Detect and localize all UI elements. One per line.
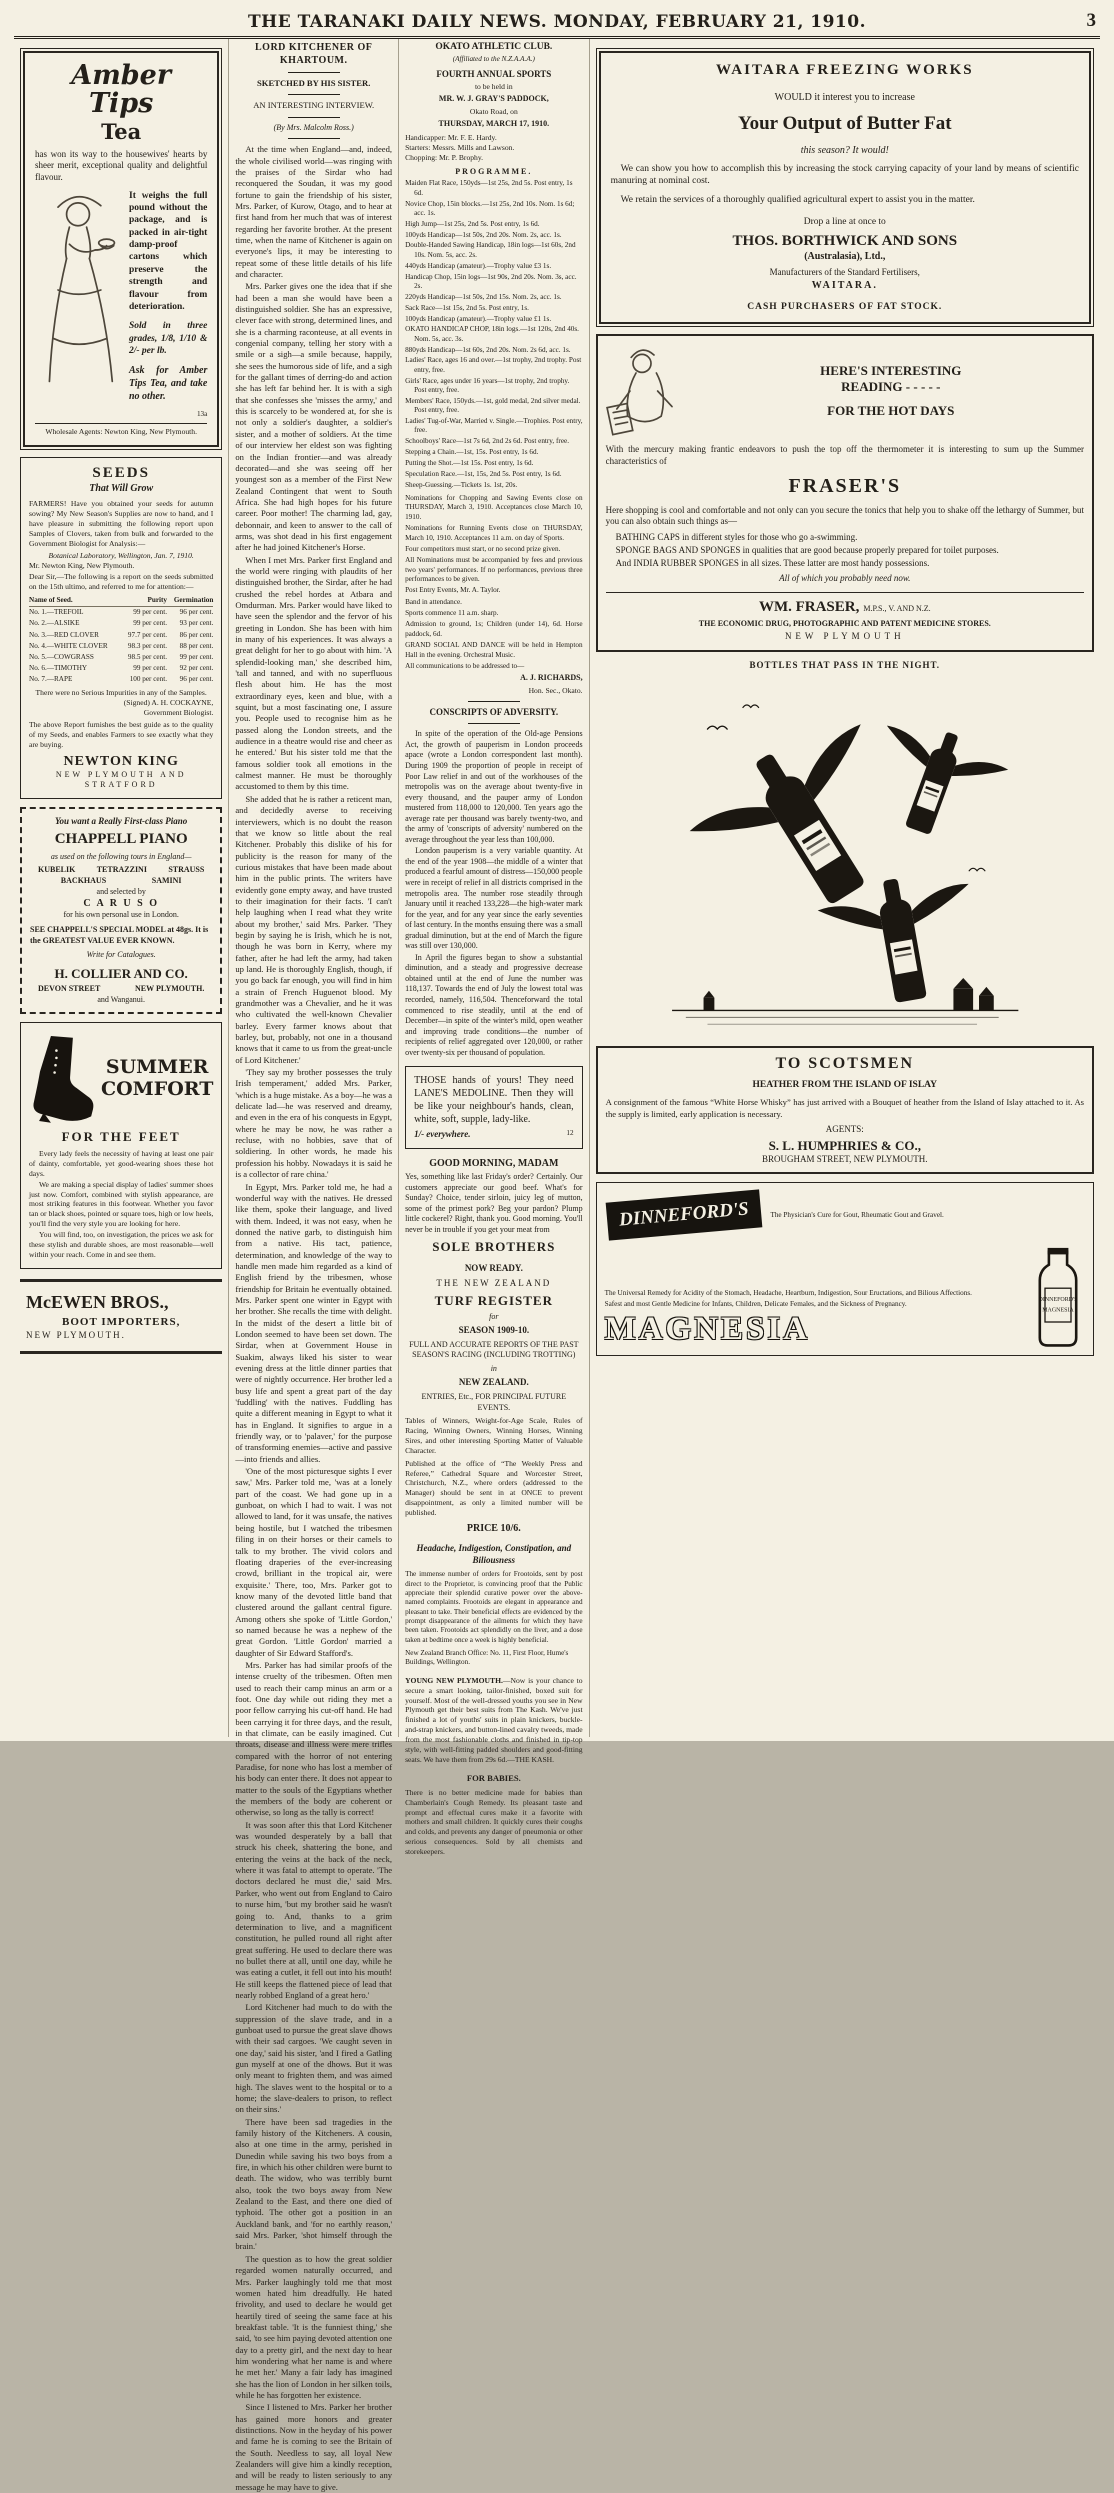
article-body [235,144,392,2493]
article-paragraph: At the time when England—and, indeed, the whole civilised world—was ringing with the praises of the Sirdar who had reconquered the Soudan, it was my good fortune to gain the friendship of his sister, Mrs. Parker, of Kurow, Otago, and to hear at first hand from her much that was of interest regarding her favorite brother. At the present time, when the name of Kitchener is again on everyone's lips, it may be interesting to repeat some of these little details of his life and character. [235,144,393,280]
ad-title-2: COMFORT [101,1078,214,1101]
ad-lead: THOSE hands of yours! They need LANE'S MEDOLINE. Then they will be like your neighbour's hands, clean, white, soft, supple, lady-like. [414,1075,574,1126]
notice-body: The immense number of orders for Frootoids, sent by post direct to the Proprietor, is convincing proof that the Public appreciate their splendid curative power over the above-named complaints. Frootoids are elegant in appearance and pleasant to take. Their beneficial effects are evidenced by the prompt disappearance of the ailments for which they have been taken. Frootoids act splendidly on the liver, and a dose taken at bedtime once a week is highly beneficial. [405,1570,583,1644]
now-ready-line: NOW READY. [464,1263,523,1274]
ad-title: TO SCOTSMEN [775,1054,915,1072]
notes-list [405,494,583,671]
ad-title: Amber Tips [71,60,172,120]
table-row: No. 6.—TIMOTHY 99 per cent. 92 per cent. [29,664,214,673]
programme-item: Maiden Flat Race, 150yds—1st 25s, 2nd 5s. Post entry, 1s 6d. [405,179,573,197]
venue-line: THURSDAY, MARCH 17, 1910. [438,118,550,128]
venue-line: MR. W. J. GRAY'S PADDOCK, [438,94,549,104]
ad-body: Here shopping is cool and comfortable and not only can you secure the tonics that help you to shake off the lethargy of Summer, but you can also obtain such things as— [605,504,1084,527]
entries-line: ENTRIES, Etc., FOR PRINCIPAL FUTURE EVENTS. [421,1392,567,1412]
article-paragraph: Mrs. Parker has had similar proofs of the intense cruelty of the tribesmen. Often men used to reach their camp minus an arm or a foot. One day while out riding they met a poor fellow carrying his cut-off hand. He had been carrying it for three days, and the result, in that climate, can be easily imagined. Cut throats, disease and illness were mere trifles compared with the horror of not entering Paradise, for none who has lost a member of his body can enter there. It does not appear to matter to the souls of the Egyptians whether the members of the body are coherent or otherwise, so long as the tally is correct! [235,1659,393,1818]
article-paragraph: Mrs. Parker gives one the idea that if she had been a man she would have been a distinguished soldier. She has an expressive, clever face with strong, determined lines, and she is a charming raconteuse, at all events in congenial company, telling her story with a smile or a sigh—a smile because, happily, she sees the humorous side of life, and a sigh for the gallant times of derring-do and action she has left far behind her. It is with a sigh that she confesses she 'misses the army,' and this is scarcely to be wondered at, for she is not only a soldier's daughter, a soldier's sister, and a mother of soldiers. At the time of our interview her eldest son was fighting on the Indian frontier—and was already decorated—and she was seeing off her youngest son as a member of the First New Zealand Contingent that went to South Africa. She had high hopes for his future career. Poor mother! The charming lad, gay, debonnair, and keen to answer to the call of arms, was shot dead in his first engagement after he had joined Kitchener's Horse. [235,281,393,553]
dinnefords-magnesia-ad [596,1182,1094,1356]
secretary-title: Hon. Sec., Okato. [528,685,583,695]
masthead-title: THE TARANAKI DAILY NEWS. MONDAY, FEBRUARY 21, 1910. [247,12,867,32]
ad-head-line: FOR THE HOT DAYS [827,403,955,419]
programme-item: Ladies' Race, ages 16 and over.—1st trophy, 2nd trophy. Post entry, free. [405,356,582,374]
price-line: PRICE 10/6. [466,1522,521,1534]
artist-names-row [38,876,204,885]
programme-item: Girls' Race, ages under 16 years—1st trophy, 2nd trophy. Post entry, free. [405,376,570,395]
article-paragraph: Lord Kitchener had much to do with the suppression of the slave trade, and in a gunboat used to pursue the great slave dhows with their sad cargoes. 'We caught seven in one day,' said his sister, 'and I fired a Gatling gun myself at one of the dhows. But it was only meant to frighten them, and was aimed high. The slaves went to the hospital or to a home; the slave-dealers to prison, to reflect on their sins.' [235,2002,393,2115]
chemist-name: WM. FRASER, [758,598,860,615]
programme-item: Sheep-Guessing.—Tickets 1s. 1st, 20s. [405,480,518,489]
artist-name: SAMINI [151,875,182,885]
place-line: NEW PLYMOUTH [784,631,905,642]
programme-item: High Jump—1st 25s, 2nd 5s. Post entry, 1s 6d. [405,219,540,228]
ad-subtitle: HEATHER FROM THE ISLAND OF ISLAY [752,1079,938,1090]
published-line: Published at the office of “The Weekly Press and Referee,” Cathedral Square and Worcester Street, Christchurch, N.Z., where orders (addressed to the Manager) should be sent in at ONCE to prevent disappointment, as only a limited number will be published. [405,1458,583,1517]
amber-tips-tea-ad [23,51,219,447]
article-byline: (By Mrs. Malcolm Ross.) [273,122,354,132]
article-paragraph: The question as to how the great soldier regarded women naturally occurred, and Mrs. Parker laughingly told me that most women hated him dreadfully. He hated frivolity, and used to declare he would get heartily tired of seeing the same face at his breakfast table. 'It is the funniest thing,' she said, 'to see him paying devoted attention one day to a pretty girl, and the next day to hear him wondering what her name is and where he met her.' Many a fair lady has imagined she has the lion of London in her silken toils, while he has forgotten her existence. [235,2253,393,2400]
dealer-name: H. COLLIER AND CO. [54,965,188,981]
ad-intro: With the mercury making frantic endeavors to push the top off the thermometer it is interesting to sum up the Summer characteristics of [605,444,1084,467]
write-line: Write for Catalogues. [86,950,156,960]
masthead [14,6,1100,39]
artist-name: BACKHAUS [60,875,107,885]
caruso-name: C A R U S O [83,898,159,910]
ad-title: GOOD MORNING, MADAM [429,1157,559,1169]
for-word: for [489,1311,499,1321]
notice-line: Band in attendance. [405,597,462,606]
article-subhead: SKETCHED BY HIS SISTER. [257,78,371,88]
caruso-line: for his own personal use in London. [63,910,179,920]
branch-office-line: New Zealand Branch Office: No. 11, First Floor, Hume's Buildings, Wellington. [405,1649,569,1667]
ad-code: 13a [196,410,208,419]
column-notices [398,39,589,1857]
summer-comfort-shoes-ad [20,1022,222,1268]
contents-line: Tables of Winners, Weight-for-Age Scale, Rules of Racing, Winning Owners, Winning Horses, Winning Sires, and other interesting Sporting Matter of Valuable Character. [405,1416,583,1455]
notice-line: Sports commence 11 a.m. sharp. [405,609,499,618]
ad-title: SEEDS [92,465,150,482]
bottle-label-line: MAGNESIA [1042,1307,1074,1314]
affiliation-line: (Affiliated to the N.Z.A.A.A.) [452,55,535,64]
article-paragraph: When I met Mrs. Parker first England and the world were ringing with plaudits of her distinguished brother, the Sirdar, after he had crushed the rebel hordes at Atbara and Omdurman. Mrs. Parker would have liked to have seen the splendor and the fervor of his greeting in London. She has been with him in many of his experiences. It was always a great delight for her to go about with him. 'A splendid-looking man,' she described him, 'tall and tanned, and with no superfluous flesh about him. He has the most extraordinary eyes, keen and blue, with a squint, but a most fascinating one, I assure you. People used to recognise him as he passed along the London streets, and the audience in a theatre would rise and cheer as he entered.' But his sister told me that the famous soldier took all emotions in the calmest manner. He must be thoroughly accustomed to them by this time. [235,554,393,792]
programme-item: 100yds Handicap—1st 50s, 2nd 20s. Nom. 2s, acc. 1s. [405,230,562,239]
brand-banner: DINNEFORD'S [605,1190,762,1241]
in-word: in [490,1363,497,1373]
column-header: Germination [167,595,213,607]
ad-claim-right: The Physician's Cure for Gout, Rheumatic Gout and Gravel. [770,1210,944,1219]
article-paragraph: In Egypt, Mrs. Parker told me, he had a wonderful way with the natives. He dressed like them, spoke their language, and lived with them. Indeed, it was not easy, when he donned the native garb, to distinguish him from a native. His tact, patience, determination, and knowledge of the way to handle men made him regarded as a kind of English friend by the tribesmen, whose friendship for Britain he eventually obtained. Mrs. Parker spent one winter in Egypt with her brother. She recalls the time with delight. In the midst of the desert a little bit of London seemed to have been set down. The Sirdar, when at Government House in Suakim, always liked his sister to wear evening dress at the little dinner parties that were of nightly occurrence. Her brother led a busy life and spent a great part of the day 'fuddling' with the natives. Fuddling has quite a different meaning in Egypt to what it has in England. It signifies to argue in a friendly way, or to 'palaver,' for the purpose of transforming enemies—active and passive—into friends and allies. [235,1181,393,1464]
ad-body: A consignment of the famous “White Horse Whisky” has just arrived with a Bouquet of heather from the Island of Islay attached to it. As the supply is limited, early application is necessary. [605,1097,1084,1119]
programme-item: 220yds Handicap—1st 50s, 2nd 15s. Nom. 2s, acc. 1s. [405,292,562,301]
ad-title: WAITARA FREEZING WORKS [715,62,974,78]
programme-item: Members' Race, 150yds.—1st, gold medal, 2nd silver medal. Post entry, free. [405,396,581,415]
programme-item: Novice Chop, 15in blocks.—1st 25s, 2nd 10s. Nom. 1s 6d; acc. 1s. [405,199,575,217]
special-model-line: SEE CHAPPELL'S SPECIAL MODEL at 48gs. It is the GREATEST VALUE EVER KNOWN. [30,925,209,945]
rule-divider [468,701,520,702]
signature: (Signed) A. H. COCKAYNE, [123,698,214,708]
event-title: FOURTH ANNUAL SPORTS [436,68,552,79]
notice-line: Nominations for Running Events close on THURSDAY, March 10, 1910. Acceptances 11 a.m. on day of Sports. [405,524,583,542]
programme-item: Schoolboys' Race—1st 7s 6d, 2nd 2s 6d. Post entry, free. [405,437,569,446]
flying-bottles-illustration [596,674,1094,1038]
frasers-ad [596,334,1094,652]
ad-paragraph: You will find, too, on investigation, the prices we ask for these stylish and durable shoes, are most reasonable—well within your reach. Come in and see them. [29,1230,214,1259]
notice-line: GRAND SOCIAL AND DANCE will be held in Hempton Hall in the evening. Orchestral Music. [405,641,583,659]
publication-title: TURF REGISTER [434,1292,553,1308]
programme-item: 440yds Handicap (amateur).—Trophy value £3 1s. [405,261,552,270]
rule-divider [468,723,520,724]
article-subhead-2: AN INTERESTING INTERVIEW. [253,100,375,111]
letter-opening: Dear Sir,—The following is a report on the seeds submitted on the 15th ultimo, and referred to me for attention:— [29,572,214,592]
programme-item: Ladies' Tug-of-War, Married v. Single.—Trophies. Post entry, free. [405,417,583,435]
columns [14,39,1100,2492]
ad-paragraph: We can show you how to accomplish this by increasing the stock carrying capacity of your land by means of scientific manuring at nominal cost. [610,164,1079,187]
programme-item: Handicap Chop, 15in logs—1st 90s, 2nd 20s. Nom. 3s, acc. 2s. [405,272,577,290]
programme-item: OKATO HANDICAP CHOP, 18in logs.—1st 120s, 2nd 40s. Nom. 5s, acc. 3s. [405,325,579,343]
boot-illustration [29,1030,93,1126]
venue-line: Okato Road, on [469,106,518,116]
programme-item: 100yds Handicap (amateur).—Trophy value £1 1s. [405,314,552,323]
notice-line: Admission to ground, 1s; Children (under 14), 6d. Horse paddock, 6d. [405,620,583,638]
ad-agents: Wholesale Agents: Newton King, New Plymouth. [35,423,207,437]
article-paragraph: Since I listened to Mrs. Parker her brother has gained more honors and greater distinctions. Now in the heyday of his power and fame he is coming to see the Britain of the South. Needless to say, all loyal New Zealanders will give him a kindly reception, and will be ready to listen seriously to any message he may have to give. [235,2402,393,2492]
ad-title: CHAPPELL PIANO [54,831,188,848]
ad-line: WOULD it interest you to increase [774,92,915,103]
illustration-caption: BOTTLES THAT PASS IN THE NIGHT. [749,660,941,671]
place-line: WAITARA. [811,280,878,292]
waitara-freezing-works-ad [599,51,1091,324]
merchant-name: NEWTON KING [63,753,179,769]
for-babies-notice [405,1773,583,1857]
tea-lady-illustration [35,190,121,390]
article-paragraph: She added that he is rather a reticent man, and decidedly averse to receiving interviewers, which is no doubt the reason that we know so little about the real Kitchener. Probably this dislike of his for publicity is the reason for many of the curious mistakes that have been made about him in the public prints. The writers have evidently gone empty away, and have trusted to their imagination for their facts. 'I can't help laughing when I read what they write about my brother,' said Mrs. Parker. 'They begin by saying he is Irish, which he is not, though he was born in Kerry, where my father, after he had left the army, had taken up land. He is thoroughly English, though, if you go back far enough, you will find in him a strain of French Huguenot blood. My grandmother was a Chevalier, and he it was who cultivated the well-known Chevalier barley. Every farmer knows about that barley, but, probably, not one in a thousand knows that it came to us from the great-uncle of Lord Kitchener.' [235,793,393,1065]
ad-big-line: Your Output of Butter Fat [737,113,952,134]
product-name: MAGNESIA [604,1311,811,1348]
article-paragraph: In April the figures began to show a substantial diminution, and a steady and progressive decrease obtained until at the end of June the number was 118,137. Towards the end of July the lowest total was recorded, namely, 116,504. Thenceforward the total commenced to rise steadily, until at the end of December—in spite of the winter's mild, open weather and improving trade conditions—the number of recipients of relief aggregated over 120,000, or rather over twenty-six per thousand of population. [405,952,583,1057]
signature-title: Government Biologist. [143,708,214,718]
programme-item: Speculation Race.—1st, 15s, 2nd 5s. Post entry, 1s 6d. [405,469,562,478]
official-line: Chopping: Mr. P. Brophy. [405,152,484,162]
programme-item: Stepping a Chain.—1st, 15s. Post entry, 1s 6d. [405,448,539,457]
rule-divider [288,117,340,118]
seeds-newton-king-ad [20,457,222,798]
impurities-line: There were no Serious Impurities in any of the Samples. [35,688,207,698]
notice-body: —Now is your chance to secure a smart looking, tailor-finished, boxed suit for yourself. Most of the well-dressed youths you see in New Plymouth get their best suits from The Kash. We've just finished a lot of youths' suits in plain knickers, buckle-and-strap knickers, and button-lined cavalry tweeds, made from the most fashionable cloths and finished in tip-top style, with well-fitting padded shoulders and good-fitting seats. We have them from 29s 6d.—THE KASH. [405,1675,583,1764]
notice-title: OKATO ATHLETIC CLUB. [435,42,553,52]
notice-heading: Headache, Indigestion, Constipation, and Biliousness [416,1542,572,1565]
agent-address: BROUGHAM STREET, NEW PLYMOUTH. [762,1153,928,1164]
venue-line: to be held in [474,82,513,92]
ad-body: It weighs the full pound without the package, and is packed in air-tight damp-proof cartons which preserve the strength and flavour from deterioration. [129,190,208,312]
dealer-town: NEW PLYMOUTH. [135,983,205,993]
conscripts-headline: CONSCRIPTS OF ADVERSITY. [429,706,559,717]
seed-analysis-table [29,595,213,685]
article-paragraph: There have been sad tragedies in the family history of the Kitcheners. A cousin, also at one time in the army, perished in Dunedin while saving his two boys from a fire, in which his other children were burnt to death. The widow, who was terribly burnt also, took the two boys away from New Zealand to the East, and there one died of typhoid. The other got a position in an Auckland bank, and 'for no earthly reason,' said Mrs. Parker, 'shot himself through the brain.' [235,2116,393,2252]
ad-claim-right-2: Safest and most Gentle Medicine for Infants, Children, Delicate Females, and the Sickness of Pregnancy. [604,1299,907,1308]
good-morning-madam-ad [405,1157,583,1255]
table-row: No. 7.—RAPE 100 per cent. 96 per cent. [29,675,214,684]
article-headline: LORD KITCHENER OF KHARTOUM. [255,42,373,66]
bottles-illustration-section [596,660,1094,1038]
wm-fraser-block [606,592,1084,643]
firm-line: BOOT IMPORTERS, [62,1315,181,1328]
ad-head-line: HERE'S INTERESTING [820,363,962,379]
table-row: No. 1.—TREFOIL 99 per cent. 96 per cent. [29,608,214,617]
table-row: No. 4.—WHITE CLOVER 98.3 per cent. 88 per cent. [29,641,214,650]
chemist-credentials: M.P.S., V. AND N.Z. [863,603,931,613]
publisher-country: THE NEW ZEALAND [436,1277,552,1288]
ad-price: 1/- everywhere. [414,1129,471,1140]
column-article [228,39,398,2492]
lanes-medoline-ad [405,1066,583,1149]
addressee-line: Mr. Newton King, New Plymouth. [29,560,135,570]
rule-divider [288,138,340,139]
description-line: FULL AND ACCURATE REPORTS OF THE PAST SEASON'S RACING (INCLUDING TROTTING) [409,1339,579,1360]
merchant-places: NEW PLYMOUTH AND STRATFORD [55,769,187,790]
ad-outro: All of which you probably need now. [779,573,911,584]
column-ads-left [14,39,228,1737]
secretary-name: A. J. RICHARDS, [520,673,583,683]
article-paragraph: 'They say my brother possesses the truly Irish temperament,' added Mrs. Parker, 'which is a huge mistake. As a boy—he was a delicate lad—he was reserved and dreamy, and even in the era of his conquests in Egypt, where he may be now, he was rather a recluse, with no hobbies, save that of soldiering. In other words, he made his profession his hobby. Nowadays it is said he is a collector of rare china.' [235,1067,393,1180]
notice-lead: YOUNG NEW PLYMOUTH. [405,1675,503,1685]
firm-name: McEWEN BROS., [26,1291,169,1312]
artist-names-row [38,865,204,874]
table-row: No. 2.—ALSIKE 99 per cent. 93 per cent. [29,619,214,628]
ad-code: 12 [566,1129,574,1138]
manufacturer-line: Manufacturers of the Standard Fertilisers, [769,267,920,278]
ad-item: And INDIA RUBBER SPONGES in all sizes. These latter are most handy possessions. [615,557,930,568]
turf-register-ad [405,1263,583,1535]
lab-line: Botanical Laboratory, Wellington, Jan. 7, 1910. [48,550,194,560]
season-line: SEASON 1909-10. [458,1325,530,1336]
ad-lead: You want a Really First-class Piano [55,815,188,826]
chappell-piano-ad [20,807,222,1015]
notice-line: Post Entry Events, Mr. A. Taylor. [405,586,501,595]
ad-used-line: as used on the following tours in England— [50,852,192,862]
ad-items [606,532,1084,569]
notice-body: There is no better medicine made for babies than Chamberlain's Cough Remedy. Its pleasant taste and prompt and effectual cures make it a favorite with mothers and small children. It quickly cures their coughs and colds, and prevents any danger of pneumonia or other serious consequences. Sold by all chemists and storekeepers. [405,1787,583,1857]
article-paragraph: 'One of the most picturesque sights I ever saw,' Mrs. Parker told me, 'was at a lonely part of the coast. We had gone up in a gunboat, on which I had to wait. I was not allowed to land, for it was unsafe, the natives being hostile, but I watched the tribesmen filing in on their horses or their camels to talk to my brother. The vivid colors and floating draperies of the ever-increasing crowd, brilliant in the tropical air, were exquisite.' There, too, Mrs. Parker got to know many of the devoted little band that clustered around the gallant central figure. Among others she spoke of 'Little Gordon,' so named because he was a nephew of the great Gordon. 'Little Gordon' married a daughter of Sir Edward Stafford's. [235,1466,393,1658]
programme-item: 880yds Handicap—1st 60s, 2nd 20s. Nom. 2s 6d, acc. 1s. [405,345,571,354]
country-line: NEW ZEALAND. [458,1377,529,1388]
article-paragraph: In spite of the operation of the Old-age Pensions Act, the growth of pauperism in London proceeds apace (wrote a London correspondent last month). During 1909 the proportion of people in receipt of Poor Law relief in and out of the workhouses of the metropolis was on the average about twenty-five in every thousand, and the pauper army of London mustered from 118,000 to 120,000. Ten years ago the average rate per thousand was barely twenty-two, and the army of 'conscripts of adversity' numbered on the average throughout the year less than 100,000. [405,729,583,844]
cash-line: CASH PURCHASERS OF FAT STOCK. [747,302,943,313]
article-paragraph: It was soon after this that Lord Kitchener was wounded desperately by a ball that struck his cheek, shattering the bone, and entering the veins at the back of the neck, where it was fatal to attempt to operate. 'The doctors declared he must die,' said Mrs. Parker, who went out from England to Cairo to nurse him, 'but my brother said he wasn't going to. And, thanks to a grim determination to live, and a magnificent constitution, he pulled round all right after great suffering. He used to declare there was no bullet there at all, until one day, while he was eating a cutlet, it fell out into his mouth! He still keeps the flattened piece of lead that nearly robbed England of a great hero.' [235,1819,393,2000]
agents-label: AGENTS: [825,1123,864,1134]
notice-line: All communications to be addressed to— [405,661,525,670]
table-row: No. 3.—RED CLOVER 97.7 per cent. 86 per cent. [29,630,214,639]
reading-lady-illustration [606,343,690,439]
firm-place: NEW PLYMOUTH. [26,1329,126,1340]
notice-title: FOR BABIES. [466,1772,521,1783]
artist-name: TETRAZZINI [96,864,147,874]
programme-item: Putting the Shot.—1st 15s. Post entry, 1s 6d. [405,459,534,468]
programme-item: Double-Handed Sawing Handicap, 18in logs—1st 60s, 2nd 10s. Nom. 5s, acc. 2s. [405,241,576,259]
ad-body-paragraphs [29,1149,213,1259]
ad-body: Yes, something like last Friday's order? Certainly. Our customers appreciate our good beef. What's for Sunday? Choice, tender sirloin, juicy leg of mutton, some of the primest pork? Beg your pardon? Plump little cockerel? Right, thank you. Good morning. You'll never be in trouble if you get your meat from [405,1171,583,1234]
firm-name: THOS. BORTHWICK AND SONS [732,233,958,250]
ad-paragraph: Every lady feels the necessity of having at least one pair of dainty, comfortable, yet good-wearing shoes these hot days. [29,1149,214,1178]
officials-list [405,133,583,163]
young-new-plymouth-notice [405,1676,583,1765]
ad-title: SUMMER [105,1056,209,1079]
butcher-firm-name: SOLE BROTHERS [432,1239,556,1255]
column-header: Purity [121,595,167,607]
table-row: No. 5.—COWGRASS 98.5 per cent. 99 per cent. [29,652,214,661]
ad-paragraph: We retain the services of a thoroughly qualified agricultural expert to assist you in the matter. [620,194,975,205]
to-scotsmen-ad [596,1046,1094,1174]
ad-paragraph: We are making a special display of ladies' summer shoes just now. Comfort, combined with stylish appearance, are most striking features in this footwear. Whether you favor tan or black shoes, pointed or square toes, high or low heels, you'll find the very style you are looking for here. [29,1179,214,1229]
stores-line: THE ECONOMIC DRUG, PHOTOGRAPHIC AND PATENT MEDICINE STORES. [698,618,991,628]
programme-label: PROGRAMME. [455,166,533,176]
dealer-address-2: and Wanganui. [97,994,145,1004]
ad-grades: Sold in three grades, 1/8, 1/10 & 2/- per lb. [129,321,208,356]
ad-item: BATHING CAPS in different styles for those who go a-swimming. [615,532,858,543]
notice-line: All Nominations must be accompanied by fees and previous two years' performances. If no performances, previous three performances to be given. [405,556,583,583]
ad-head-line: READING - - - - - [841,379,941,395]
artist-name: STRAUSS [168,864,205,874]
okato-sports-notice [405,41,583,696]
rule-divider [288,72,340,73]
ad-subtitle: That Will Grow [89,483,154,495]
notice-line: Nominations for Chopping and Sawing Events close on THURSDAY, March 3, 1910. Acceptances close March 10, 1910. [405,494,583,521]
ad-claim-left: The Universal Remedy for Acidity of the Stomach, Headache, Heartburn, Indigestion, Sour Eructations, and Bilious Affections. [604,1288,972,1297]
ad-subtitle: FOR THE FEET [61,1129,181,1145]
frootoids-notice [405,1543,583,1668]
bottle-label-line: DINNEFORD'S [1038,1297,1078,1304]
official-line: Handicapper: Mr. F. E. Hardy. [405,133,497,143]
table-header-row [29,595,213,607]
ad-item: SPONGE BAGS AND SPONGES in qualities that are good because properly prepared for toilet purposes. [615,544,999,555]
dealer-address-row [38,984,204,993]
column-header: Name of Seed. [29,595,121,607]
shop-name: FRASER'S [788,474,902,497]
column-ads-right [589,39,1100,1737]
ad-intro: FARMERS! Have you obtained your seeds for autumn sowing? My New Season's Supplies are now to hand, and I have pleasure in submitting the following report upon Samples of Clovers, taken from bulk and forwarded to the Government Biologist for Analysis:— [29,499,214,548]
drop-line: Drop a line at once to [803,217,886,228]
ad-line-2: this season? It would! [800,145,889,156]
notice-line: Four competitors must start, or no second prize given. [405,544,561,553]
page-number: 3 [1086,10,1096,31]
programme-list [405,179,583,490]
programme-item: Sack Race—1st 15s, 2nd 5s. Post entry, 1s. [405,303,529,312]
dealer-street: DEVON STREET [38,983,101,993]
ad-outro: The above Report furnishes the best guide as to the quality of my Seeds, and enables Farmers to see exactly what they are buying. [29,720,214,749]
artist-name: KUBELIK [38,864,76,874]
conscripts-body [405,729,583,1058]
ad-title-2: Tea [101,118,142,144]
article-paragraph: London pauperism is a very variable quantity. At the end of the year 1908—the middle of a winter that produced a fearful amount of distress—150,000 people were in receipt of relief in all districts comprised in the metropolis area. The number rose steadily through January until it reached 133,228—the high-water mark for the year, and for any year since the early seventies of last century. In the months ensuing there was a small gradual diminution, but at the end of March the figure was still over 130,000. [405,846,583,951]
official-line: Starters: Messrs. Mills and Lawson. [405,143,515,153]
rule-divider [288,94,340,95]
ad-slogan: Ask for Amber Tips Tea, and take no other. [129,365,208,403]
agent-firm-name: S. L. HUMPHRIES & CO., [768,1137,921,1153]
magnesia-bottle-illustration [1031,1244,1085,1348]
firm-suffix: (Australasia), Ltd., [804,251,886,263]
mcewen-bros-ad [20,1279,222,1355]
ad-intro: has won its way to the housewives' hearts by sheer merit, exceptional quality and delightful flavour. [35,148,208,183]
selected-line: and selected by [96,886,146,896]
